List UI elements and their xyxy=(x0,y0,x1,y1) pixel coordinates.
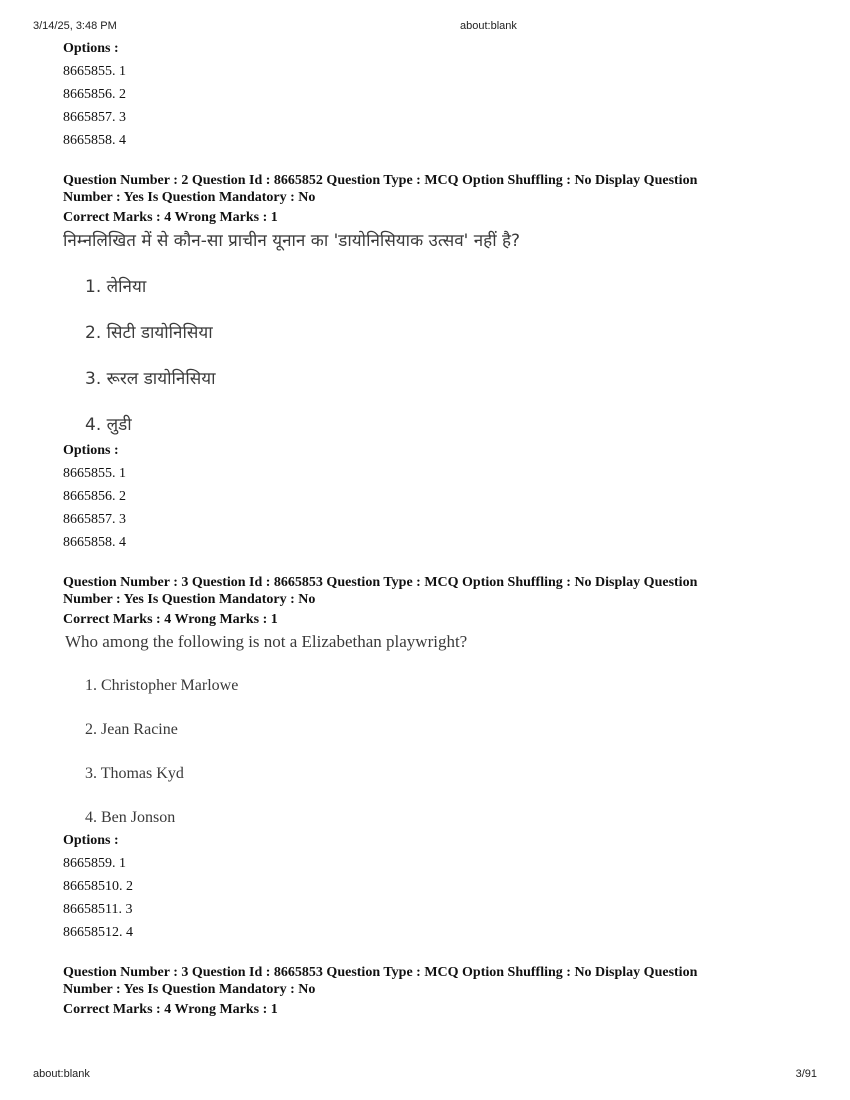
option-id: 8665858. 4 xyxy=(63,535,126,550)
header-url: about:blank xyxy=(460,20,517,32)
question-choice: 2. सिटी डायोनिसिया xyxy=(85,323,213,343)
option-id: 8665856. 2 xyxy=(63,87,126,102)
question-choice: 1. Christopher Marlowe xyxy=(85,677,239,694)
question-choice: 1. लेनिया xyxy=(85,277,147,297)
question-2 xyxy=(63,172,783,551)
question-image xyxy=(63,228,783,438)
option-id: 8665859. 1 xyxy=(63,856,126,871)
question-choice: 4. लुडी xyxy=(85,415,132,435)
question-marks: Correct Marks : 4 Wrong Marks : 1 xyxy=(63,210,278,225)
option-id: 8665858. 4 xyxy=(63,133,126,148)
option-id: 8665857. 3 xyxy=(63,512,126,527)
print-datetime: 3/14/25, 3:48 PM xyxy=(33,20,117,32)
question-choice: 3. रूरल डायोनिसिया xyxy=(85,369,216,389)
question-meta-line1: Question Number : 3 Question Id : 8665853 Question Type : MCQ Option Shuffling : No Display Question xyxy=(63,965,698,980)
question-stem: Who among the following is not a Elizabethan playwright? xyxy=(65,632,468,651)
footer-url: about:blank xyxy=(33,1068,90,1080)
top-options-block xyxy=(63,40,783,149)
question-choice: 4. Ben Jonson xyxy=(85,809,176,826)
options-label: Options : xyxy=(63,443,119,458)
question-meta-line1: Question Number : 2 Question Id : 8665852 Question Type : MCQ Option Shuffling : No Display Question xyxy=(63,173,698,188)
question-3-repeat xyxy=(63,964,783,1018)
option-id: 8665857. 3 xyxy=(63,110,126,125)
option-id: 86658510. 2 xyxy=(63,879,133,894)
question-meta-line2: Number : Yes Is Question Mandatory : No xyxy=(63,982,316,997)
options-label: Options : xyxy=(63,833,119,848)
option-id: 8665855. 1 xyxy=(63,64,126,79)
options-label: Options : xyxy=(63,41,119,56)
question-meta-line2: Number : Yes Is Question Mandatory : No xyxy=(63,592,316,607)
question-meta-line1: Question Number : 3 Question Id : 8665853 Question Type : MCQ Option Shuffling : No Display Question xyxy=(63,575,698,590)
option-id: 8665856. 2 xyxy=(63,489,126,504)
question-stem: निम्नलिखित में से कौन-सा प्राचीन यूनान का 'डायोनिसियाक उत्सव' नहीं है? xyxy=(63,231,521,251)
page-number: 3/91 xyxy=(795,1068,817,1080)
page-header xyxy=(0,20,850,36)
option-id: 86658512. 4 xyxy=(63,925,133,940)
question-choice: 3. Thomas Kyd xyxy=(85,765,184,782)
document-body xyxy=(63,40,783,1018)
question-image xyxy=(63,630,783,830)
question-choice: 2. Jean Racine xyxy=(85,721,178,738)
option-id: 86658511. 3 xyxy=(63,902,133,917)
question-3 xyxy=(63,574,783,941)
question-marks: Correct Marks : 4 Wrong Marks : 1 xyxy=(63,612,278,627)
page-footer xyxy=(0,1068,850,1084)
question-marks: Correct Marks : 4 Wrong Marks : 1 xyxy=(63,1002,278,1017)
question-meta-line2: Number : Yes Is Question Mandatory : No xyxy=(63,190,316,205)
option-id: 8665855. 1 xyxy=(63,466,126,481)
